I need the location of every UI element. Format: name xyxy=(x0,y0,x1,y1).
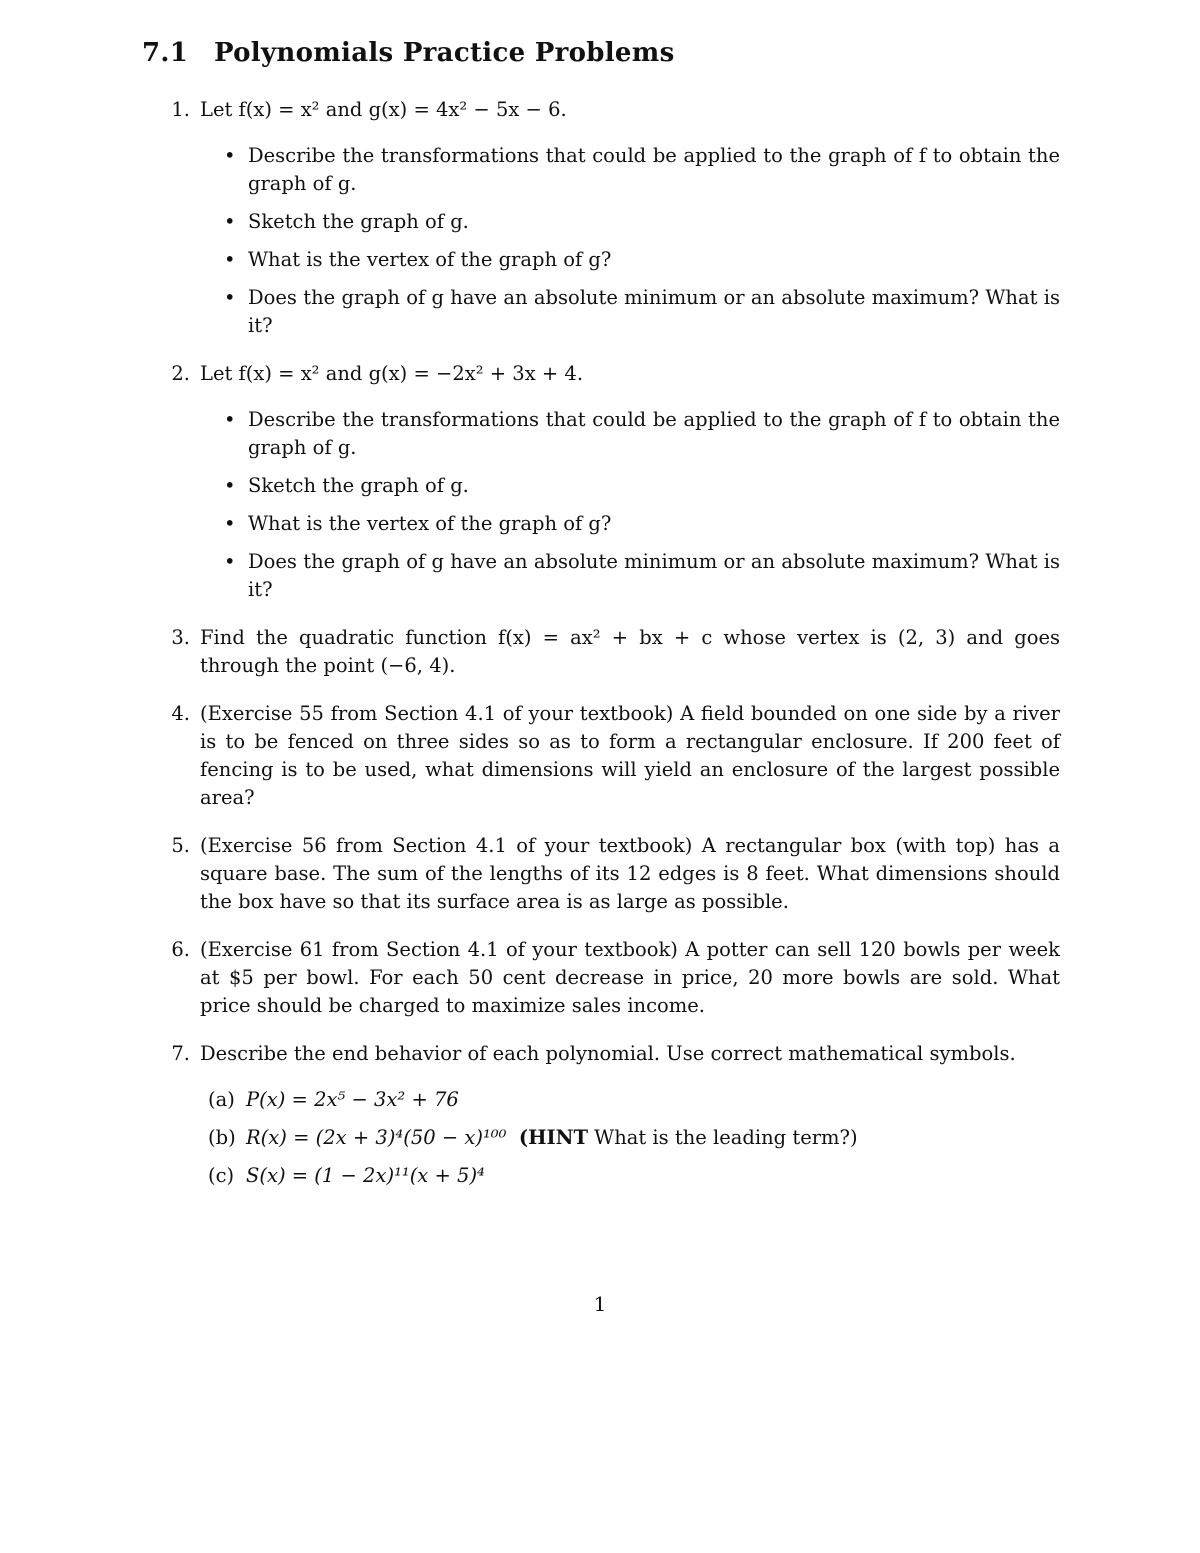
problem-number: 4. xyxy=(171,702,190,725)
problem-text: Find the quadratic function f(x) = ax² + bx + c whose vertex is (2, 3) and goes through the point (−6, 4). xyxy=(200,626,1060,677)
hint-label: (HINT xyxy=(518,1126,588,1149)
section-number: 7.1 xyxy=(142,38,189,68)
bullet-item: • What is the vertex of the graph of g? xyxy=(200,246,1060,274)
problem-6 xyxy=(160,936,1060,1020)
hint-text: What is the leading term?) xyxy=(594,1126,858,1149)
problem-text: (Exercise 61 from Section 4.1 of your textbook) A potter can sell 120 bowls per week at $5 per bowl. For each 50 cent decrease in price, 20 more bowls are sold. What price should be charged to maximize sales income. xyxy=(200,938,1060,1017)
problem-number: 7. xyxy=(171,1042,190,1065)
problem-text: Describe the end behavior of each polynomial. Use correct mathematical symbols. xyxy=(200,1042,1016,1065)
problem-list xyxy=(160,96,1060,1210)
problem-number: 1. xyxy=(171,98,190,121)
subproblem-list xyxy=(200,1086,1060,1190)
bullet-item: • Sketch the graph of g. xyxy=(200,472,1060,500)
bullet-icon: • xyxy=(224,550,236,573)
problem-text: (Exercise 55 from Section 4.1 of your textbook) A field bounded on one side by a river is to be fenced on three sides so as to form a rectangular enclosure. If 200 feet of fencing is to be used, what dimensions will yield an enclosure of the largest possible area? xyxy=(200,702,1060,809)
problem-text: Let f(x) = x² and g(x) = 4x² − 5x − 6. xyxy=(200,98,567,121)
polynomial-expression: P(x) = 2x⁵ − 3x² + 76 xyxy=(246,1088,459,1111)
subproblem-label: (b) xyxy=(208,1126,236,1149)
subproblem-c xyxy=(200,1162,1060,1190)
bullet-icon: • xyxy=(224,248,236,271)
bullet-icon: • xyxy=(224,512,236,535)
bullet-icon: • xyxy=(224,144,236,167)
bullet-list xyxy=(200,142,1060,340)
bullet-list xyxy=(200,406,1060,604)
subproblem-b xyxy=(200,1124,1060,1152)
bullet-item: • What is the vertex of the graph of g? xyxy=(200,510,1060,538)
subproblem-label: (c) xyxy=(208,1164,235,1187)
problem-number: 3. xyxy=(171,626,190,649)
section-title: Polynomials Practice Problems xyxy=(214,38,675,68)
problem-4 xyxy=(160,700,1060,812)
polynomial-expression: S(x) = (1 − 2x)¹¹(x + 5)⁴ xyxy=(246,1164,485,1187)
polynomial-expression: R(x) = (2x + 3)⁴(50 − x)¹⁰⁰ xyxy=(246,1126,507,1149)
bullet-item: • Describe the transformations that could be applied to the graph of f to obtain the graph of g. xyxy=(224,408,1060,459)
problem-number: 6. xyxy=(171,938,190,961)
problem-number: 5. xyxy=(171,834,190,857)
bullet-icon: • xyxy=(224,408,236,431)
bullet-item: • Describe the transformations that could be applied to the graph of f to obtain the graph of g. xyxy=(224,144,1060,195)
section-heading xyxy=(142,38,675,68)
bullet-item: • Sketch the graph of g. xyxy=(200,208,1060,236)
problem-text: Let f(x) = x² and g(x) = −2x² + 3x + 4. xyxy=(200,362,584,385)
bullet-icon: • xyxy=(224,210,236,233)
bullet-icon: • xyxy=(224,474,236,497)
bullet-item: • Does the graph of g have an absolute minimum or an absolute maximum? What is it? xyxy=(224,286,1060,337)
problem-3 xyxy=(160,624,1060,680)
bullet-icon: • xyxy=(224,286,236,309)
problem-number: 2. xyxy=(171,362,190,385)
problem-2 xyxy=(160,360,1060,604)
problem-7 xyxy=(160,1040,1060,1190)
page-number: 1 xyxy=(593,1292,607,1316)
subproblem-label: (a) xyxy=(208,1088,235,1111)
bullet-item: • Does the graph of g have an absolute minimum or an absolute maximum? What is it? xyxy=(224,550,1060,601)
problem-5 xyxy=(160,832,1060,916)
subproblem-a xyxy=(200,1086,1060,1114)
problem-text: (Exercise 56 from Section 4.1 of your textbook) A rectangular box (with top) has a square base. The sum of the lengths of its 12 edges is 8 feet. What dimensions should the box have so that its surface area is as large as possible. xyxy=(200,834,1060,913)
problem-1 xyxy=(160,96,1060,340)
